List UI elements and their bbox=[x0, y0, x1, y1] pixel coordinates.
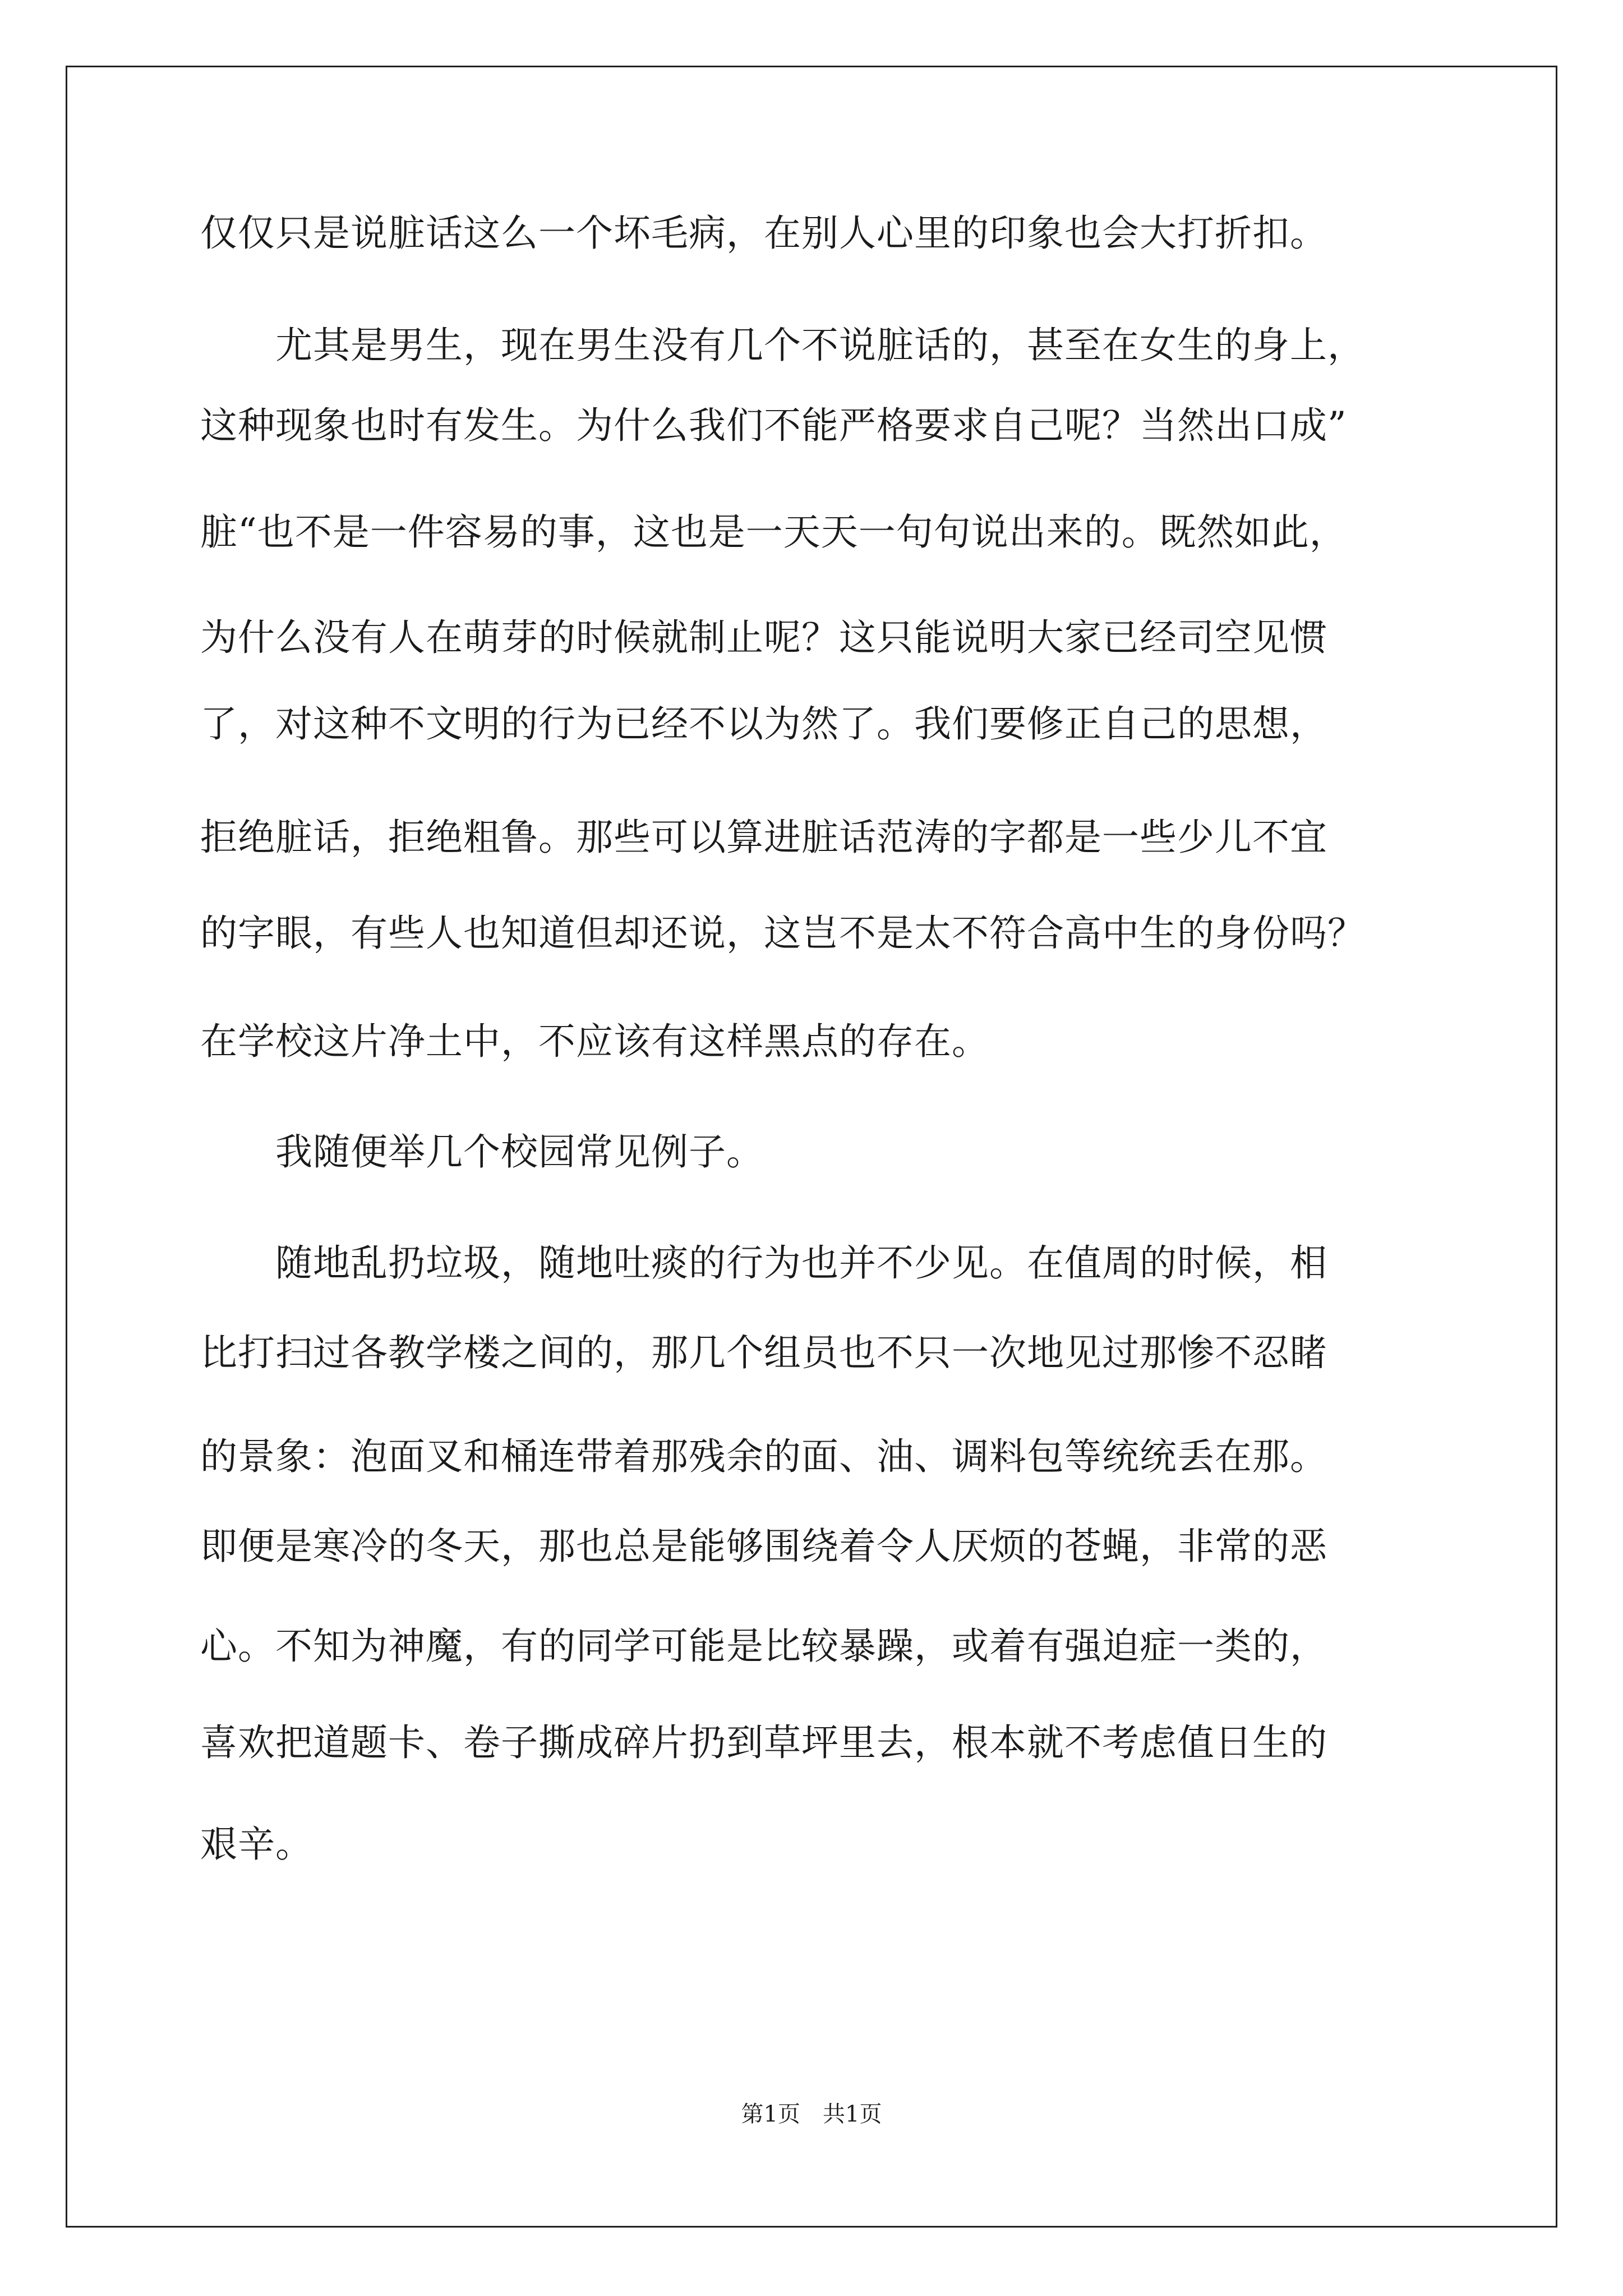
text-line-3: 这种现象也时有发生。为什么我们不能严格要求自己呢？当然出口成” bbox=[200, 404, 1347, 447]
text-line-11: 随地乱扔垃圾，随地吐痰的行为也并不少见。在值周的时候，相 bbox=[200, 1241, 1327, 1285]
text-line-9: 在学校这片净土中，不应该有这样黑点的存在。 bbox=[200, 1020, 989, 1063]
page-number-footer: 第1页 共1页 bbox=[741, 2101, 882, 2127]
text-line-15: 心。不知为神魔，有的同学可能是比较暴躁，或着有强迫症一类的， bbox=[200, 1625, 1327, 1668]
text-line-14: 即便是寒冷的冬天，那也总是能够围绕着令人厌烦的苍蝇，非常的恶 bbox=[200, 1525, 1327, 1568]
text-line-7: 拒绝脏话，拒绝粗鲁。那些可以算进脏话范涛的字都是一些少儿不宜 bbox=[200, 816, 1327, 859]
text-line-12: 比打扫过各教学楼之间的，那几个组员也不只一次地见过那惨不忍睹 bbox=[200, 1331, 1327, 1374]
text-line-8: 的字眼，有些人也知道但却还说，这岂不是太不符合高中生的身份吗？ bbox=[200, 912, 1365, 955]
text-line-5: 为什么没有人在萌芽的时候就制止呢？这只能说明大家已经司空见惯 bbox=[200, 616, 1327, 659]
text-line-2: 尤其是男生，现在男生没有几个不说脏话的，甚至在女生的身上， bbox=[200, 324, 1365, 367]
text-line-6: 了，对这种不文明的行为已经不以为然了。我们要修正自己的思想， bbox=[200, 702, 1327, 746]
text-line-16: 喜欢把道题卡、卷子撕成碎片扔到草坪里去，根本就不考虑值日生的 bbox=[200, 1721, 1327, 1764]
text-line-10: 我随便举几个校园常见例子。 bbox=[200, 1130, 764, 1174]
text-line-13: 的景象：泡面叉和桶连带着那残余的面、油、调料包等统统丢在那。 bbox=[200, 1435, 1327, 1478]
text-line-17: 艰辛。 bbox=[200, 1823, 313, 1866]
text-line-1: 仅仅只是说脏话这么一个坏毛病，在别人心里的印象也会大打折扣。 bbox=[200, 211, 1327, 255]
text-line-4: 脏“也不是一件容易的事，这也是一天天一句句说出来的。既然如此， bbox=[200, 510, 1347, 554]
